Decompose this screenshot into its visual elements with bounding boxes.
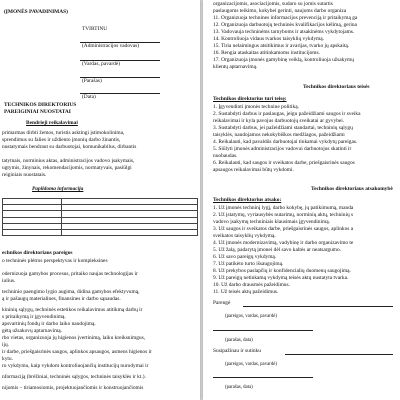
duties-continued-line: 15. Tiria nelaimingus atsitikimus ir avarijas, tvarko jų apskaitą.: [213, 43, 350, 49]
duties-continued-line: 11. Organizuoja technines informacijos prevenciją ir pritaikymą ga: [213, 15, 358, 21]
document-subtitle: PAREIGINIAI NUOSTATAI: [4, 109, 71, 115]
rights-item: reikalavimai ir kyla pavojus darbuotojų sveikatai ar gyvybei.: [213, 118, 345, 124]
duties-line: rbo vietas, organizuoja jų higienos įvertinimą, laiku kreiksnimgus,: [2, 335, 146, 341]
name-caption: (pareigos, vardas, pavardė): [225, 314, 277, 319]
signature-line: [243, 306, 393, 307]
duties-continued-line: organizacijomis, asociacijomis, sudaro su jomis sutartis: [213, 1, 333, 7]
responsibility-item: 8. Už prekybos paslapčių ir konfidencialių duomenų saugojimą.: [213, 268, 351, 274]
duties-line: ro vykdymu, kaip vykdom kontroliuojančių institucijų nurodymai ir: [2, 363, 149, 369]
duties-continued-line: 14. Kontroliuoja vidaus tvarkos taisyklių vykdymą.: [213, 36, 324, 42]
general-line: sprendimus su falies ir uždiento įmonių darbo žinantis,: [2, 137, 121, 143]
duties-continued-line: klientų aptarnavimą.: [213, 64, 258, 70]
approve-line-2: (Vardas, pavardė): [82, 61, 121, 67]
approve-line-4: (Data): [82, 94, 96, 100]
document-title: TECHNIKOS DIREKTORIUS: [4, 102, 77, 108]
table-row: [3, 229, 198, 235]
responsibility-item: 5. Už žalą, padarytą įmonei dėl savo kaltės ar neatsargumo.: [213, 247, 342, 253]
responsibility-item: 9. Už pareigų netinkamą vykdymą teisės aktų nustatyta tvarka.: [213, 275, 349, 281]
rights-item: 4. Reikalauti, kad pavaldūs darbuotojai tinkamai vykdytų pareigas.: [213, 139, 358, 145]
duties-line: ą ir pašaugų materialines, finansines ir darbo sąnaudas.: [2, 296, 121, 302]
rights-item: taisyklės, naudojamos nekokybiškos medžiagos, pažeidžiami: [213, 132, 345, 138]
signature-caption: (parašas, data): [225, 338, 253, 343]
responsibility-item: 2. Už įstatymų, vyriausybės nutarimų, norminių aktų, techninių s: [213, 212, 354, 218]
duties-line: techninio paengimo lygio augima, didina gamybos efektyvumą,: [2, 289, 140, 295]
duties-line: apsvartinių fondų ir darbo laiko naudojimą.: [2, 321, 96, 327]
section-rights-heading: Technikos direktoriaus teisės: [303, 84, 370, 90]
approve-label: TVIRTINU: [82, 26, 108, 32]
signature-line: [285, 354, 393, 355]
company-name: (ĮMONĖS PAVADINIMAS): [4, 9, 68, 15]
duties-line: nformaciją (brėžiniai, techninės sąlygos, techninės taisyklės ir kt.).: [2, 374, 146, 380]
prepared-label: Parengė: [213, 300, 231, 306]
rights-item: 3. Sustabdyti darbus, jei pažeidžiami standartai, techninių sąlygų: [213, 125, 353, 131]
responsibility-item: vadovo įsakymų techniniais klausimais įgyvendinimą.: [213, 219, 330, 225]
duties-line: odernizuoja gamybos procesus, pritaiko naujas technologijas ir: [2, 271, 138, 277]
general-line: tatytnais, norminius aktas, administracijos vadovo įsakymais,: [2, 158, 135, 164]
duties-line: ijų.: [2, 342, 10, 348]
rights-intro: Technikos direktorius turi teisę:: [213, 96, 287, 102]
general-line: nustatymais bendraut su darbuotojai, komunikabilus, dirbantis: [2, 144, 137, 150]
section-duties-heading: echnikos direktoriaus pareigos: [2, 250, 73, 256]
signature-line: [213, 330, 313, 331]
approve-line-1: (Administracijos vadovas): [82, 43, 140, 49]
duties-line: s pritaikymą ir įgyvendinimą.: [2, 314, 66, 320]
agreed-label: Susipažinau ir sutinku: [213, 348, 261, 354]
duties-line: nijomis – tiriamosiomis, projektuojančiomis ir konstruojančiomis: [2, 385, 144, 391]
approve-line-3: (Parašas): [82, 78, 102, 84]
section-responsibility-heading: Technikos direktoriaus atsakomybė: [311, 186, 393, 192]
responsibility-item: 6. Už savo pareigų vykdymą.: [213, 254, 277, 260]
duties-line: kytu.: [2, 356, 13, 362]
responsibility-item: 11. Už teisės aktų pažeidimus.: [213, 289, 279, 295]
general-line: reiginiais nuostatais.: [2, 172, 47, 178]
signature-line: [213, 377, 313, 378]
responsibility-item: 10. Už darbo drausmės pažeidimus.: [213, 282, 290, 288]
responsibility-intro: Technikos direktorius atsako:: [213, 197, 282, 203]
responsibility-item: 7. Už patikėto turto išsaugojimą.: [213, 261, 284, 267]
duties-line: o techninės plėtros perspektyvas ir kompleksines: [2, 258, 108, 264]
responsibility-item: 3. Už saugos ir sveikatos darbe, priešgaisrinės saugos, aplinkos a: [213, 226, 354, 232]
name-caption: (pareigos, vardas, pavardė): [225, 362, 277, 367]
duties-continued-line: paslaugoms teikimo, kokybei gerinti, naujoms darbo organiza: [213, 8, 347, 14]
general-line: primarmas dirbti žemos, turistis asktingi įstimokolinima,: [2, 130, 125, 136]
duties-line: kininių sąlygų, techninės estetikos reikalavimus atitikmą darbų ir: [2, 307, 143, 313]
rights-item: 6. Reikalauti, kad saugos ir sveikatos darbe, priešgaisrinės saugos: [213, 160, 355, 166]
document-page-right: [203, 0, 400, 400]
section-general-heading: Bendrieji reikalavimai: [26, 120, 78, 126]
rights-item: 5. Siūlyti įmonės administracijos vadovui darbuotojus skatinti ir: [213, 146, 352, 152]
duties-continued-line: 12. Organizuoja darbuotojų techninės kvalifikacijos kėlimą, gerina: [213, 22, 357, 28]
duties-continued-line: 17. Organizuoja įmonės gamybinę veiklą, kontroliuoja užsakymų: [213, 57, 354, 63]
responsibility-item: sveikatos taisyklių vykdymą.: [213, 233, 276, 239]
rights-item: 2. Sustabdyti darbus ir paslaugas, jeigu pažeidžiami saugos ir sveika: [213, 111, 361, 117]
responsibility-item: 4. Už įmonės modernizavimą, vadybinę ir darbo organizavimo te: [213, 240, 354, 246]
duties-line: iulius.: [2, 278, 16, 284]
rights-item: apsaugos reikalavimai būtų vykdomi.: [213, 167, 294, 173]
rights-item: nuobaudas.: [213, 153, 238, 159]
duties-line: ir darbe, priešgaisrinės saugos, aplinkos apsaugos, asmens higienos ir: [2, 349, 152, 355]
duties-continued-line: 13. Vadovauja techninėms tarnyboms ir atsakinėms vykdytojams.: [213, 29, 355, 35]
rights-item: 1. Įgyvendinti įmonės technine politiką.: [213, 104, 299, 110]
general-line: ugtymis, žinynais, rekomendacijomis, normatyvais, pasiūlgi: [2, 165, 132, 171]
additional-info-heading: Papildoma informacija: [32, 186, 84, 192]
signature-caption: (parašas, data): [225, 385, 253, 390]
additional-info-table: [2, 198, 198, 236]
responsibility-item: 1. Už įmonės techninį lygį, darbo kokybę, jų patikimumą, manda: [213, 205, 354, 211]
duties-line: gėtą užsakovų aptarnavimą.: [2, 328, 63, 334]
duties-continued-line: 16. Rengia ataskaitas atitinkamoms institucijoms.: [213, 50, 320, 56]
